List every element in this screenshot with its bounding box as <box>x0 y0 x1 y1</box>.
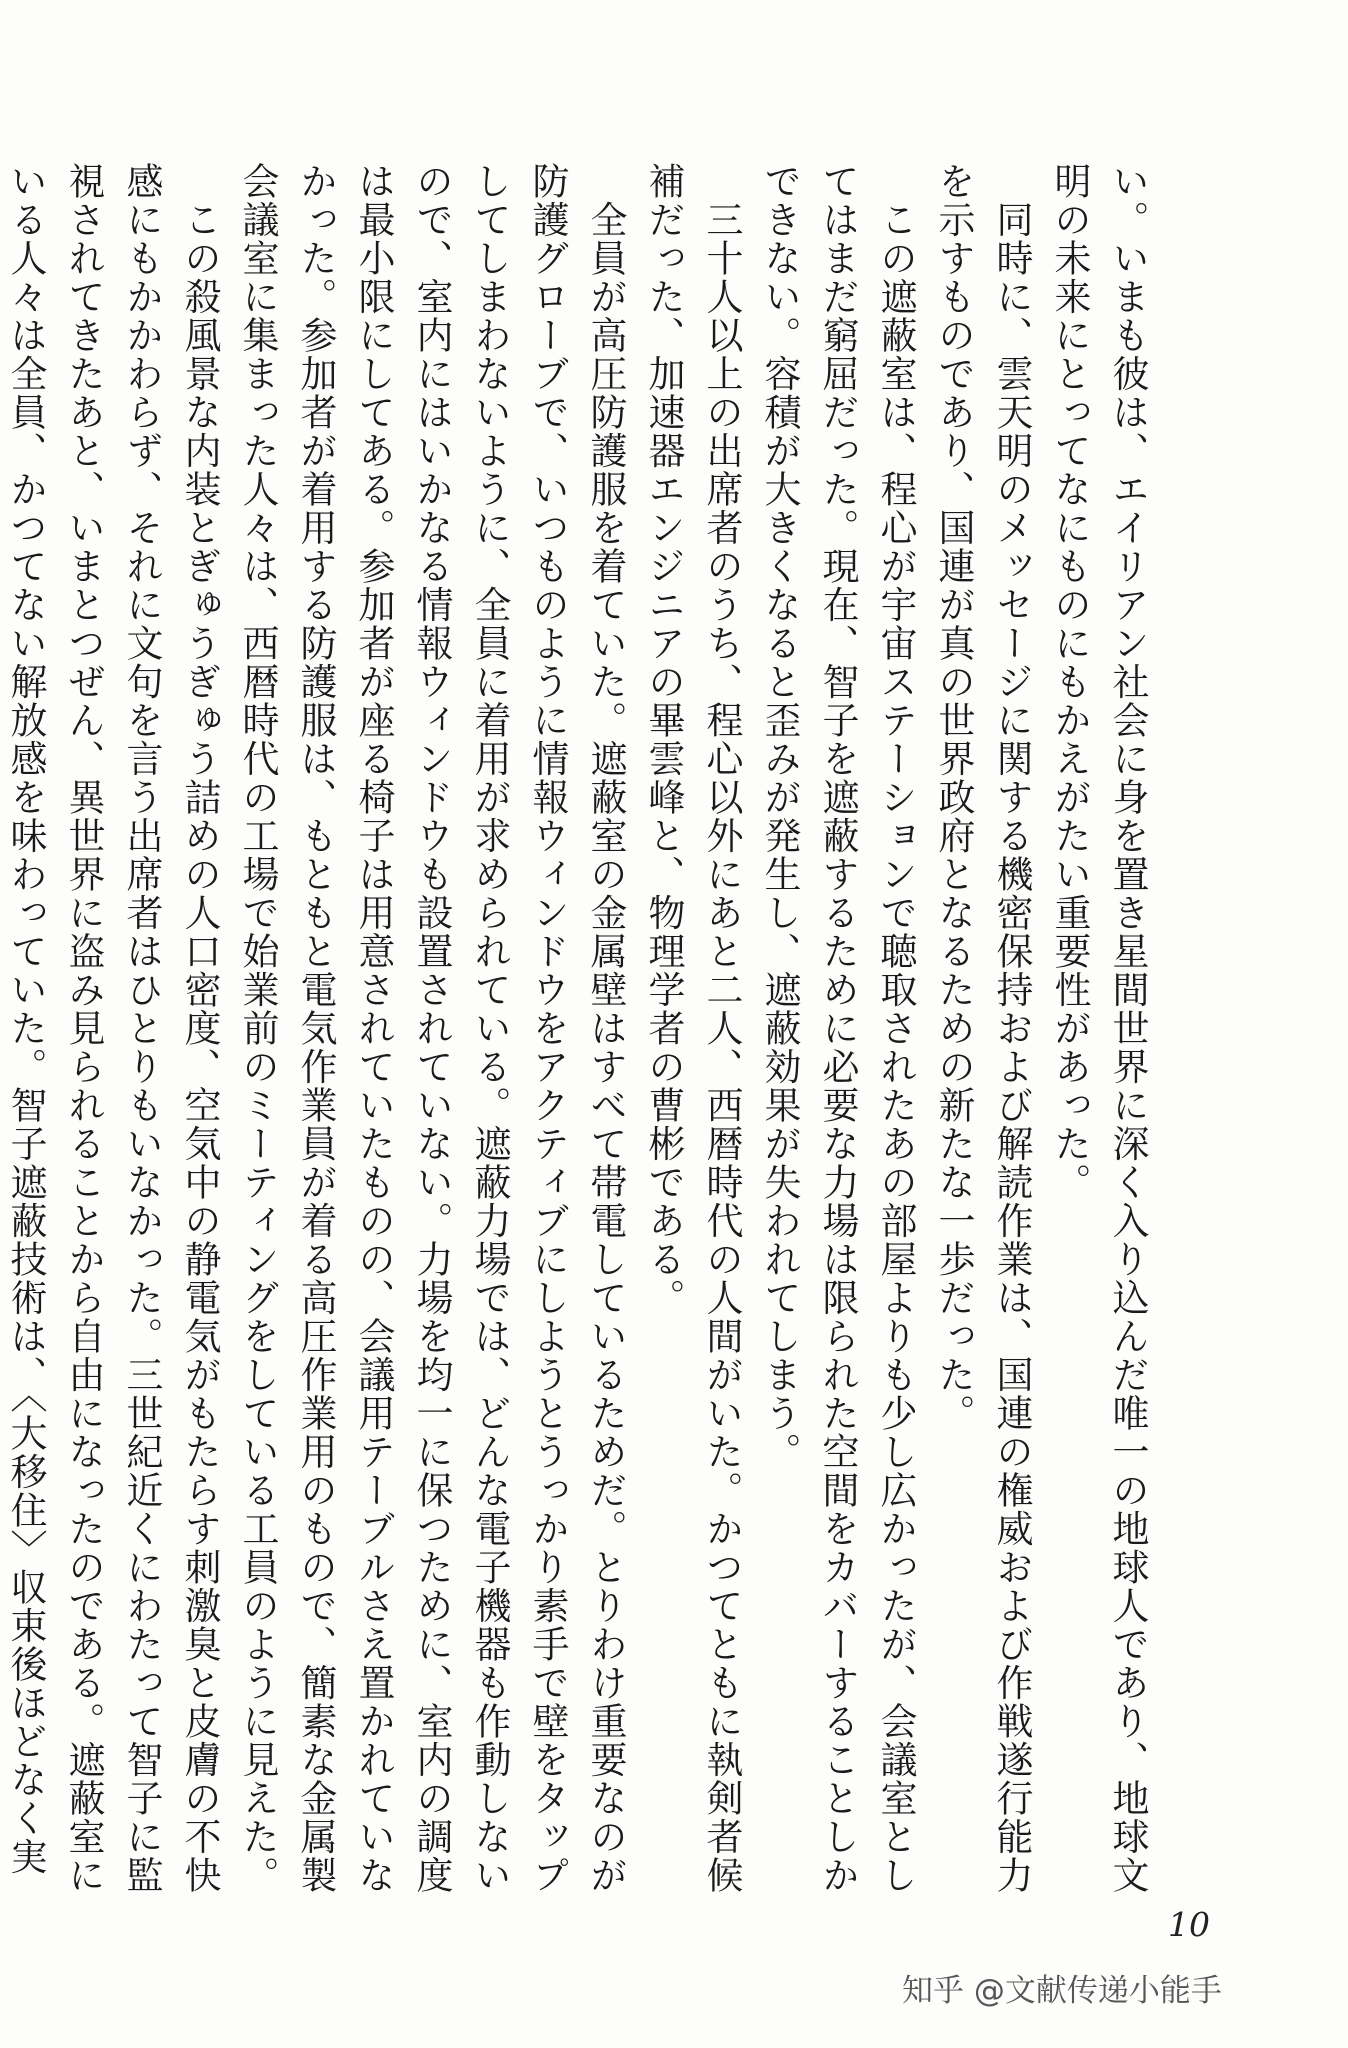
text-line: 補だった、加速器エンジニアの畢雲峰と、物理学者の曹彬である。 <box>642 162 685 1317</box>
text-line: 防護グローブで、いつものように情報ウィンドウをアクティブにしようとうっかり素手で壁をタップ <box>526 162 569 1895</box>
text-line: してしまわないように、全員に着用が求められている。遮蔽力場では、どんな電子機器も作動しない <box>468 162 511 1895</box>
text-line: てはまだ窮屈だった。現在、智子を遮蔽するために必要な力場は限られた空間をカバーすることしか <box>816 162 859 1895</box>
text-line: いる人々は全員、かつてない解放感を味わっていた。智子遮蔽技術は、〈大移住〉収束後ほどなく実 <box>4 162 47 1876</box>
text-line: 全員が高圧防護服を着ていた。遮蔽室の金属壁はすべて帯電しているためだ。とりわけ重要なのが <box>584 162 627 1895</box>
text-line: 視されてきたあと、いまとつぜん、異世界に盗み見られることから自由になったのである。遮蔽室に <box>62 162 105 1895</box>
text-line: かった。参加者が着用する防護服は、もともと電気作業員が着る高圧作業用のもので、簡素な金属製 <box>294 162 337 1895</box>
text-line: は最小限にしてある。参加者が座る椅子は用意されていたものの、会議用テーブルさえ置かれていな <box>352 162 395 1895</box>
text-line: 会議室に集まった人々は、西暦時代の工場で始業前のミーティングをしている工員のように見えた。 <box>236 162 279 1895</box>
page-number: 10 <box>1168 1905 1210 1944</box>
text-line: できない。容積が大きくなると歪みが発生し、遮蔽効果が失われてしまう。 <box>758 162 801 1471</box>
text-line: この殺風景な内装とぎゅうぎゅう詰めの人口密度、空気中の静電気がもたらす刺激臭と皮膚の不快 <box>178 162 221 1895</box>
text-line: この遮蔽室は、程心が宇宙ステーションで聴取されたあの部屋よりも少し広かったが、会議室とし <box>874 162 917 1895</box>
text-line: 感にもかかわらず、それに文句を言う出席者はひとりもいなかった。三世紀近くにわたって智子に監 <box>120 162 163 1895</box>
text-line: 同時に、雲天明のメッセージに関する機密保持および解読作業は、国連の権威および作戦遂行能力 <box>990 162 1033 1895</box>
text-line: 三十人以上の出席者のうち、程心以外にあと二人、西暦時代の人間がいた。かつてともに執剣者候 <box>700 162 743 1895</box>
text-line: 明の未来にとってなにものにもかえがたい重要性があった。 <box>1048 162 1091 1202</box>
vertical-body-text <box>0 162 1156 1895</box>
text-line: を示すものであり、国連が真の世界政府となるための新たな一歩だった。 <box>932 162 975 1433</box>
text-line: い。いまも彼は、エイリアン社会に身を置き星間世界に深く入り込んだ唯一の地球人であり、地球文 <box>1106 162 1149 1895</box>
text-line: ので、室内にはいかなる情報ウィンドウも設置されていない。力場を均一に保つために、室内の調度 <box>410 162 453 1895</box>
watermark: 知乎 @文献传递小能手 <box>902 1973 1222 2009</box>
